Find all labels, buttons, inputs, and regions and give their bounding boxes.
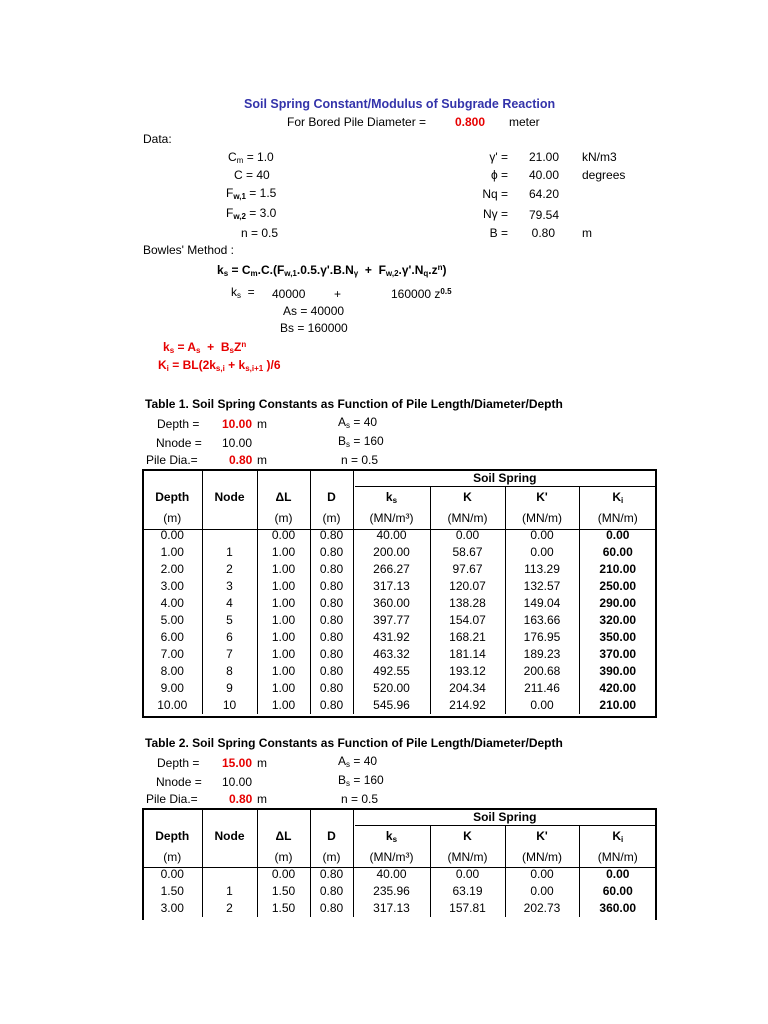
cell-depth: 0.00 (143, 866, 202, 883)
table1-header-row (143, 486, 656, 509)
unit-cell: (MN/m) (430, 509, 505, 527)
param-phi-label: ϕ = (490, 168, 508, 182)
cell-k-prime: 149.04 (505, 595, 579, 612)
unit-cell: (m) (257, 848, 310, 866)
cell-node: 7 (202, 646, 257, 663)
table1-piledia-value: 0.80 (229, 453, 253, 467)
table2 (143, 809, 656, 917)
cell-d: 0.80 (310, 578, 353, 595)
cell-k-prime: 0.00 (505, 866, 579, 883)
cell-delta-l: 0.00 (257, 866, 310, 883)
cell-ks: 360.00 (353, 595, 430, 612)
header-k: K (430, 825, 505, 848)
ks-simplified-formula: $k_s = A_s + B_sZ^n$ (163, 340, 247, 355)
unit-cell: (MN/m) (597, 850, 638, 864)
table-row (143, 883, 656, 900)
cell-k-prime: 176.95 (505, 629, 579, 646)
param-ngamma-value: 79.54 (528, 208, 559, 222)
cell-ks: 200.00 (353, 544, 430, 561)
cell-ki: 290.00 (599, 596, 637, 610)
table1-group-header-row (143, 470, 656, 486)
cell-d: 0.80 (310, 680, 353, 697)
cell-k: 0.00 (430, 527, 505, 544)
cell-k-prime: 0.00 (505, 544, 579, 561)
param-gamma-unit: kN/m3 (582, 150, 617, 164)
cell-node (202, 866, 257, 883)
header-ks: $k_s$ (353, 825, 430, 848)
unit-cell: (MN/m) (430, 848, 505, 866)
cell-k: 138.28 (430, 595, 505, 612)
cell-k: 63.19 (430, 883, 505, 900)
cell-ks: 317.13 (353, 900, 430, 917)
cell-delta-l: 1.00 (257, 629, 310, 646)
cell-depth: 0.00 (143, 527, 202, 544)
header-ks: $k_s$ (353, 486, 430, 509)
table-row (143, 561, 656, 578)
cell-delta-l: 0.00 (257, 527, 310, 544)
param-b-value: 0.80 (531, 226, 555, 240)
table1-n: n = 0.5 (341, 453, 379, 467)
cell-k: 97.67 (430, 561, 505, 578)
unit-cell: (m) (310, 509, 353, 527)
cell-k: 154.07 (430, 612, 505, 629)
cell-k: 193.12 (430, 663, 505, 680)
cell-d: 0.80 (310, 883, 353, 900)
cell-ki: 0.00 (606, 528, 630, 542)
cell-depth: 2.00 (143, 561, 202, 578)
cell-delta-l: 1.00 (257, 697, 310, 714)
cell-d: 0.80 (310, 866, 353, 883)
cell-delta-l: 1.50 (257, 900, 310, 917)
table1-depth-label: Depth = (157, 417, 200, 431)
header-ki: $K_i$ (612, 829, 624, 844)
table2-piledia-unit: m (257, 792, 267, 806)
cell-ki: 420.00 (599, 681, 637, 695)
cell-ks: 40.00 (353, 527, 430, 544)
unit-cell: (MN/m³) (353, 509, 430, 527)
cell-ks: 520.00 (353, 680, 430, 697)
cell-k: 157.81 (430, 900, 505, 917)
cell-ki: 210.00 (599, 562, 637, 576)
table2-caption: Table 2. Soil Spring Constants as Function of Pile Length/Diameter/Depth (145, 736, 563, 750)
table-row (143, 680, 656, 697)
cell-depth: 4.00 (143, 595, 202, 612)
cell-ki: 360.00 (599, 901, 637, 915)
table2-piledia-label: Pile Dia.= (146, 792, 198, 806)
cell-k: 120.07 (430, 578, 505, 595)
table1-piledia-label: Pile Dia.= (146, 453, 198, 467)
cell-k: 204.34 (430, 680, 505, 697)
table1-as: $A_s = 40$ (338, 415, 378, 430)
cell-depth: 1.50 (143, 883, 202, 900)
cell-d: 0.80 (310, 663, 353, 680)
table1-nnode-value: 10.00 (222, 436, 253, 450)
cell-delta-l: 1.00 (257, 680, 310, 697)
cell-depth: 3.00 (143, 578, 202, 595)
cell-delta-l: 1.00 (257, 595, 310, 612)
table-row (143, 663, 656, 680)
ks-symbol: $k_s$ = (231, 285, 255, 300)
param-fw1: $F_{w,1} = 1.5$ (226, 186, 277, 201)
as-line: As = 40000 (283, 304, 345, 318)
table2-depth-unit: m (257, 756, 267, 770)
unit-cell: (MN/m³) (353, 848, 430, 866)
table1-depth-unit: m (257, 417, 267, 431)
ki-formula: $K_i = BL(2k_{s,i} + k_{s,i+1}$ )/6 (158, 358, 281, 373)
param-b-unit: m (582, 226, 592, 240)
page-title: Soil Spring Constant/Modulus of Subgrade Reaction (244, 97, 556, 111)
table2-group-header-row (143, 809, 656, 825)
table2-piledia-value: 0.80 (229, 792, 253, 806)
cell-node (202, 527, 257, 544)
table1-body (143, 527, 656, 714)
cell-ks: 463.32 (353, 646, 430, 663)
cell-ki: 250.00 (599, 579, 637, 593)
table2-body (143, 866, 656, 917)
cell-ki: 370.00 (599, 647, 637, 661)
table1 (143, 470, 656, 714)
cell-node: 1 (202, 544, 257, 561)
table2-unit-row (143, 848, 656, 866)
cell-d: 0.80 (310, 646, 353, 663)
cell-depth: 9.00 (143, 680, 202, 697)
cell-ki: 60.00 (602, 545, 633, 559)
cell-ks: 317.13 (353, 578, 430, 595)
param-ngamma-label: Nγ = (482, 207, 508, 221)
cell-k: 168.21 (430, 629, 505, 646)
cell-delta-l: 1.00 (257, 612, 310, 629)
param-gamma-value: 21.00 (528, 150, 559, 164)
cell-ks: 492.55 (353, 663, 430, 680)
param-phi-unit: degrees (582, 168, 626, 182)
diameter-unit: meter (509, 115, 540, 129)
header-node: Node (202, 825, 257, 848)
table-row (143, 578, 656, 595)
cell-ks: 235.96 (353, 883, 430, 900)
cell-k: 214.92 (430, 697, 505, 714)
unit-cell (202, 509, 257, 527)
cell-ki: 0.00 (606, 867, 630, 881)
ks-value-a: 40000 (272, 287, 306, 301)
cell-depth: 10.00 (143, 697, 202, 714)
cell-delta-l: 1.00 (257, 561, 310, 578)
header-k: K (430, 486, 505, 509)
table-row (143, 900, 656, 917)
cell-node: 2 (202, 900, 257, 917)
cell-d: 0.80 (310, 544, 353, 561)
cell-depth: 1.00 (143, 544, 202, 561)
table1-bs: $B_s = 160$ (338, 434, 384, 449)
cell-k: 181.14 (430, 646, 505, 663)
cell-depth: 6.00 (143, 629, 202, 646)
diameter-value: 0.800 (455, 115, 486, 129)
cell-ks: 545.96 (353, 697, 430, 714)
cell-delta-l: 1.00 (257, 663, 310, 680)
cell-node: 9 (202, 680, 257, 697)
cell-node: 6 (202, 629, 257, 646)
table1-unit-row (143, 509, 656, 527)
table-row (143, 544, 656, 561)
table2-group-header: Soil Spring (473, 810, 537, 824)
table2-as: $A_s = 40$ (338, 754, 378, 769)
bs-line: Bs = 160000 (280, 321, 348, 335)
table1-depth-value: 10.00 (222, 417, 253, 431)
cell-ki: 350.00 (599, 630, 637, 644)
cell-depth: 5.00 (143, 612, 202, 629)
cell-k-prime: 189.23 (505, 646, 579, 663)
cell-node: 3 (202, 578, 257, 595)
cell-node: 2 (202, 561, 257, 578)
ks-plus: + (334, 287, 342, 301)
param-c: C = 40 (234, 168, 270, 182)
data-label: Data: (143, 132, 172, 146)
table1-caption: Table 1. Soil Spring Constants as Function of Pile Length/Diameter/Depth (145, 397, 563, 411)
cell-node: 8 (202, 663, 257, 680)
cell-ki: 60.00 (602, 884, 633, 898)
cell-k-prime: 0.00 (505, 527, 579, 544)
cell-ki: 210.00 (599, 698, 637, 712)
param-b-label: B = (489, 226, 508, 240)
header-node: Node (202, 486, 257, 509)
unit-cell: (MN/m) (505, 509, 579, 527)
header-d: D (310, 825, 353, 848)
cell-k-prime: 200.68 (505, 663, 579, 680)
table1-group-header: Soil Spring (473, 471, 537, 485)
cell-ki: 390.00 (599, 664, 637, 678)
cell-ks: 266.27 (353, 561, 430, 578)
cell-k: 0.00 (430, 866, 505, 883)
table-row (143, 595, 656, 612)
cell-d: 0.80 (310, 900, 353, 917)
cell-delta-l: 1.00 (257, 578, 310, 595)
ks-value-b: 160000 $z^{0.5}$ (391, 287, 452, 301)
table2-depth-label: Depth = (157, 756, 200, 770)
cell-ks: 431.92 (353, 629, 430, 646)
cell-k: 58.67 (430, 544, 505, 561)
unit-cell: (m) (143, 848, 202, 866)
cell-depth: 7.00 (143, 646, 202, 663)
param-gamma-label: γ' = (489, 150, 508, 164)
cell-k-prime: 211.46 (505, 680, 579, 697)
table-row (143, 697, 656, 714)
unit-cell: (m) (143, 509, 202, 527)
unit-cell (202, 848, 257, 866)
cell-d: 0.80 (310, 527, 353, 544)
cell-ks: 40.00 (353, 866, 430, 883)
cell-d: 0.80 (310, 595, 353, 612)
unit-cell: (m) (257, 509, 310, 527)
table1-piledia-unit: m (257, 453, 267, 467)
cell-depth: 3.00 (143, 900, 202, 917)
cell-k-prime: 202.73 (505, 900, 579, 917)
cell-node: 4 (202, 595, 257, 612)
cell-node: 1 (202, 883, 257, 900)
header-k-prime: K' (505, 825, 579, 848)
cell-d: 0.80 (310, 561, 353, 578)
header-delta-l: ΔL (257, 825, 310, 848)
table2-depth-value: 15.00 (222, 756, 253, 770)
unit-cell: (m) (310, 848, 353, 866)
cell-d: 0.80 (310, 697, 353, 714)
unit-cell: (MN/m) (505, 848, 579, 866)
unit-cell: (MN/m) (597, 511, 638, 525)
header-depth: Depth (143, 486, 202, 509)
param-cm: $C_m = 1.0$ (228, 150, 274, 165)
method-label: Bowles' Method : (143, 243, 235, 257)
cell-k-prime: 0.00 (505, 883, 579, 900)
table2-n: n = 0.5 (341, 792, 379, 806)
table-row (143, 866, 656, 883)
table1-nnode-label: Nnode = (156, 436, 202, 450)
param-fw2: $F_{w,2} = 3.0$ (226, 206, 277, 221)
cell-k-prime: 163.66 (505, 612, 579, 629)
param-phi-value: 40.00 (528, 168, 559, 182)
cell-delta-l: 1.00 (257, 544, 310, 561)
table2-header-row (143, 825, 656, 848)
cell-k-prime: 0.00 (505, 697, 579, 714)
cell-d: 0.80 (310, 612, 353, 629)
cell-k-prime: 113.29 (505, 561, 579, 578)
table-row (143, 527, 656, 544)
cell-d: 0.80 (310, 629, 353, 646)
cell-ki: 320.00 (599, 613, 637, 627)
bowles-formula: $k_s = C_m.C.(F_{w,1}.0.5.\gamma'.B.N_\gamma + F_{w,2}.\gamma'.N_q.z^n)$ (217, 263, 447, 278)
table2-bs: $B_s = 160$ (338, 773, 384, 788)
header-depth: Depth (143, 825, 202, 848)
cell-node: 5 (202, 612, 257, 629)
cell-k-prime: 132.57 (505, 578, 579, 595)
header-d: D (310, 486, 353, 509)
cell-delta-l: 1.00 (257, 646, 310, 663)
table-row (143, 646, 656, 663)
cell-ks: 397.77 (353, 612, 430, 629)
param-nq-value: 64.20 (528, 187, 559, 201)
table2-nnode-value: 10.00 (222, 775, 253, 789)
diameter-label: For Bored Pile Diameter = (287, 115, 427, 129)
table-row (143, 629, 656, 646)
cell-node: 10 (202, 697, 257, 714)
header-ki: $K_i$ (612, 490, 624, 505)
table2-nnode-label: Nnode = (156, 775, 202, 789)
table-row (143, 612, 656, 629)
cell-depth: 8.00 (143, 663, 202, 680)
header-delta-l: ΔL (257, 486, 310, 509)
param-n: n = 0.5 (241, 226, 279, 240)
cell-delta-l: 1.50 (257, 883, 310, 900)
param-nq-label: Nq = (482, 187, 508, 201)
header-k-prime: K' (505, 486, 579, 509)
